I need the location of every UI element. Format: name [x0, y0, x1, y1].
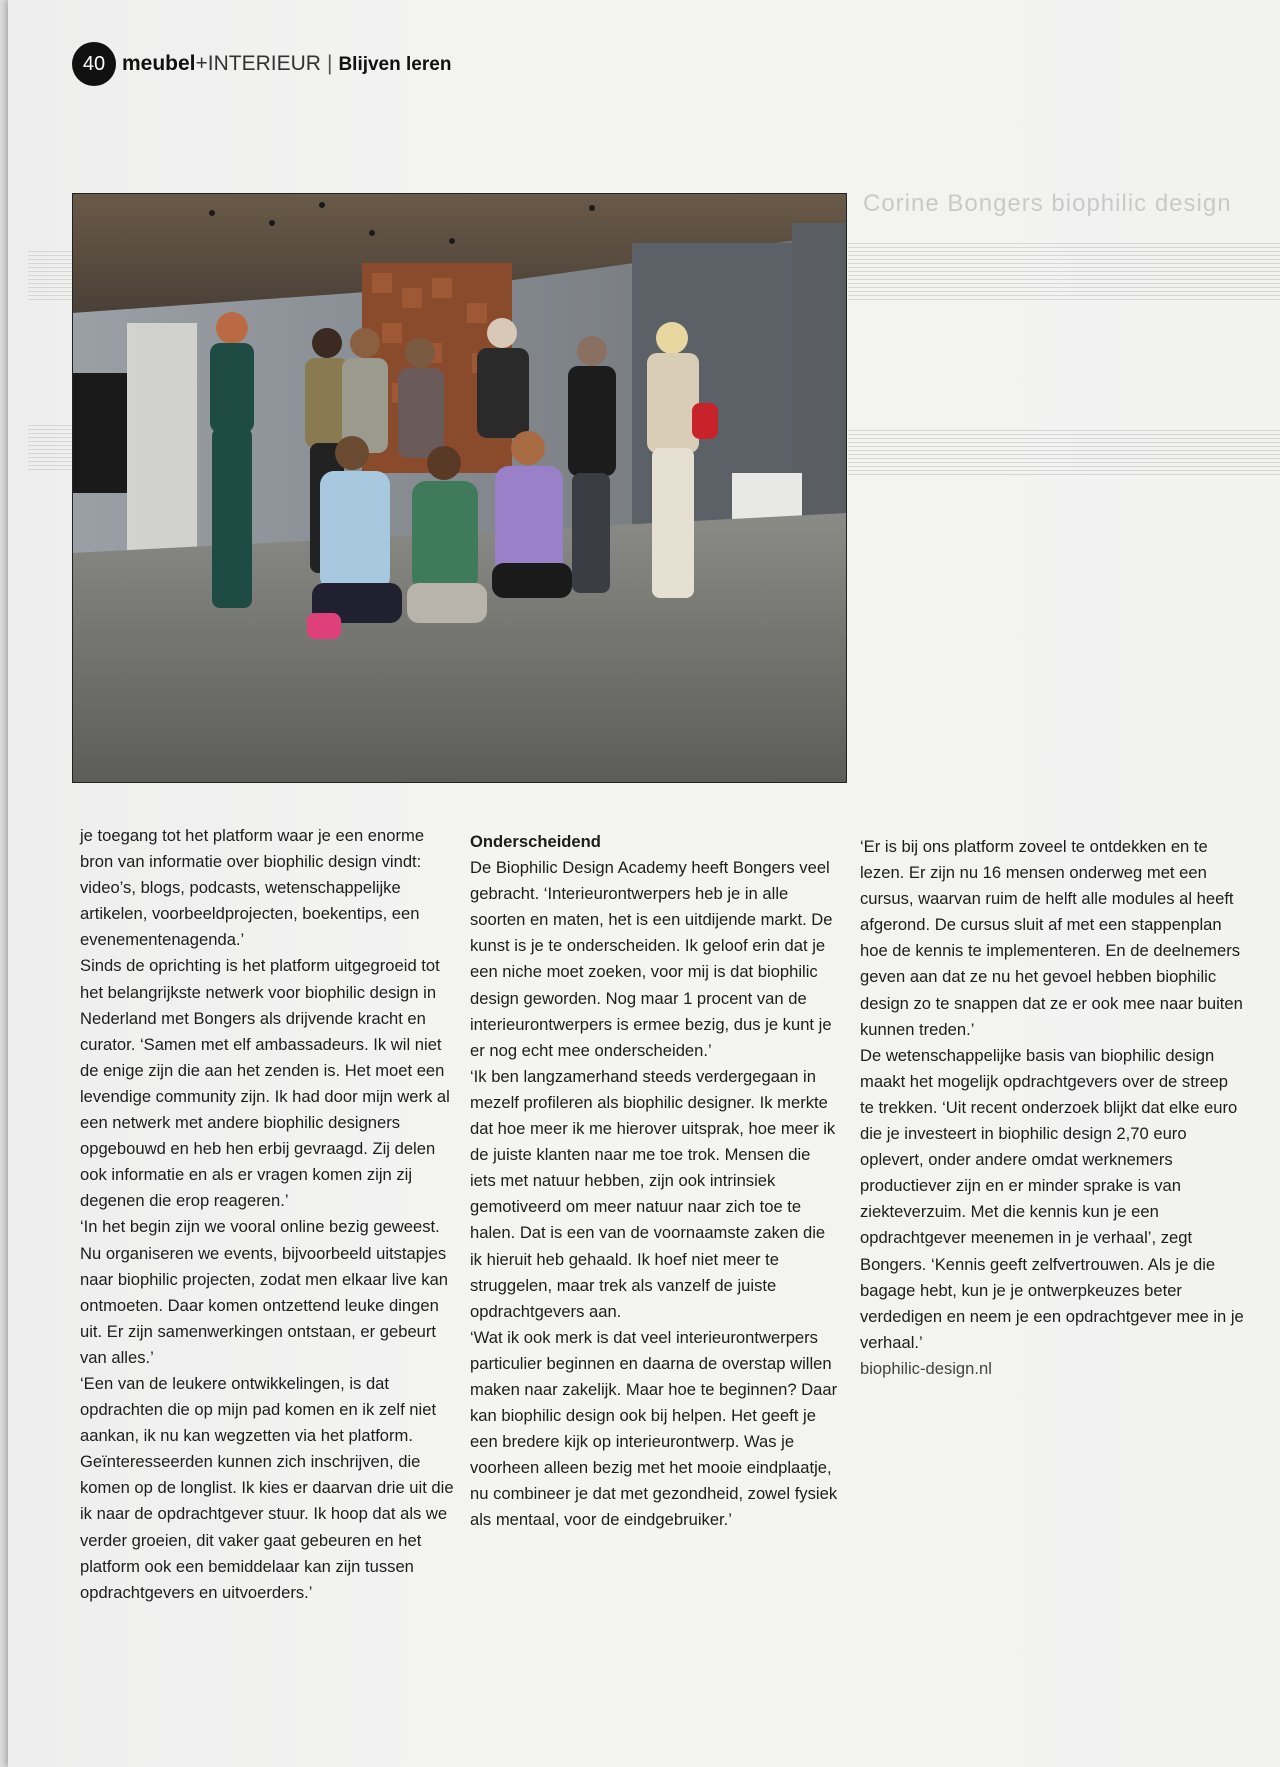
stripe-band-left-bottom [28, 425, 72, 470]
paragraph: ‘Ik ben langzamerhand steeds verdergegaan in mezelf profileren als biophilic designer. Ik merkte dat hoe meer ik me hierover uitsprak, hoe meer ik de juiste klanten naar me toe trok. Mensen die iets met natuur hebben, zijn ook intrinsiek gemotiveerd om meer natuur naar zich toe te halen. Dat is een van de voornaamste zaken die ik hieruit heb gehaald. Ik hoef niet meer te struggelen, maar trek als vanzelf de juiste opdrachtgevers aan. [470, 1066, 836, 1321]
paragraph: De Biophilic Design Academy heeft Bongers veel gebracht. ‘Interieurontwerpers heb je in alle soorten en maten, het is een uitdijende markt. De kunst is je te onderscheiden. Ik geloof erin dat je een niche moet zoeken, voor mij is dat biophilic design geworden. Nog maar 1 procent van de interieurontwerpers is ermee bezig, dus je kunt je er nog echt mee onderscheiden.’ [470, 858, 833, 1060]
section-title: Blijven leren [338, 54, 452, 75]
ghost-title: Corine Bongers biophilic design [863, 190, 1232, 217]
paragraph: De wetenschappelijke basis van biophilic design maakt het mogelijk opdrachtgevers over de streep te trekken. ‘Uit recent onderzoek blijkt dat elke euro die je investeert in biophilic design 2,70 euro oplevert, onder andere omdat werknemers productiever zijn en er minder sprake is van ziekteverzuim. Met die kennis kun je een opdrachtgever meenemen in je verhaal’, zegt Bongers. ‘Kennis geeft zelfvertrouwen. Als je die bagage hebt, kun je je ontwerpkeuzes beter verdedigen en neem je een opdrachtgever mee in je verhaal.’ [860, 1045, 1244, 1352]
header-separator: | [326, 52, 333, 75]
article-column-2 [470, 829, 840, 1534]
group-photo-illustration [72, 193, 847, 783]
magazine-page [8, 0, 1280, 1767]
paragraph: ‘In het begin zijn we vooral online bezig geweest. Nu organiseren we events, bijvoorbeeld uitstapjes naar biophilic projecten, zodat men elkaar live kan ontmoeten. Daar komen ontzettend leuke dingen uit. Er zijn samenwerkingen ontstaan, er gebeurt van alles.’ [80, 1217, 449, 1367]
magazine-brand [122, 52, 451, 76]
paragraph: je toegang tot het platform waar je een enorme bron van informatie over biophilic design vindt: video’s, blogs, podcasts, wetenschappelijke artikelen, voorbeeldprojecten, boekentips, een evenementenagenda.’ [80, 826, 425, 950]
website-link[interactable]: biophilic-design.nl [860, 1358, 992, 1378]
subheading: Onderscheidend [470, 832, 601, 851]
paragraph: ‘Wat ik ook merk is dat veel interieurontwerpers particulier beginnen en daarna de overstap willen maken naar zakelijk. Maar hoe te beginnen? Daar kan biophilic design ook bij helpen. Het geeft je een bredere kijk op interieurontwerp. Was je voorheen alleen bezig met het mooie eindplaatje, nu combineer je dat met gezondheid, zowel fysiek als mentaal, voor de eindgebruiker.’ [470, 1327, 838, 1530]
paragraph: ‘Er is bij ons platform zoveel te ontdekken en te lezen. Er zijn nu 16 mensen onderweg met een cursus, waarvan ruim de helft alle modules al heeft afgerond. De cursus sluit af met een stappenplan hoe de kennis te implementeren. En de deelnemers geven aan dat ze nu het gevoel hebben biophilic design zo te snappen dat ze er ook mee naar buiten kunnen treden.’ [860, 837, 1243, 1039]
paragraph: ‘Een van de leukere ontwikkelingen, is dat opdrachten die op mijn pad komen en ik zelf niet aankan, ik nu kan wegzetten via het platform. Geïnteresseerden kunnen zich inschrijven, die komen op de longlist. Ik kies er daarvan drie uit die ik naar de opdrachtgever stuur. Ik hoop dat als we verder groeien, dit vaker gaat gebeuren en het platform ook een bemiddelaar kan zijn tussen opdrachtgevers en uitvoerders.’ [80, 1373, 454, 1602]
ghost-show-through [863, 190, 1273, 470]
article-column-3 [860, 834, 1245, 1382]
stripe-band-left-top [28, 250, 72, 300]
article-column-1 [80, 823, 455, 1606]
group-photo [72, 193, 847, 783]
page-number: 40 [72, 42, 116, 86]
paragraph: Sinds de oprichting is het platform uitgegroeid tot het belangrijkste netwerk voor biophilic design in Nederland met Bongers als drijvende kracht en curator. ‘Samen met elf ambassadeurs. Ik wil niet de enige zijn die aan het zenden is. Het moet een levendige community zijn. Ik had door mijn werk al een netwerk met andere biophilic designers opgebouwd en heb hen erbij gevraagd. Zij delen ook informatie en als er vragen komen zijn zij degenen die erop reageren.’ [80, 956, 450, 1211]
page-header [72, 42, 451, 86]
brand-light: +INTERIEUR [195, 52, 321, 75]
brand-bold: meubel [122, 52, 196, 75]
